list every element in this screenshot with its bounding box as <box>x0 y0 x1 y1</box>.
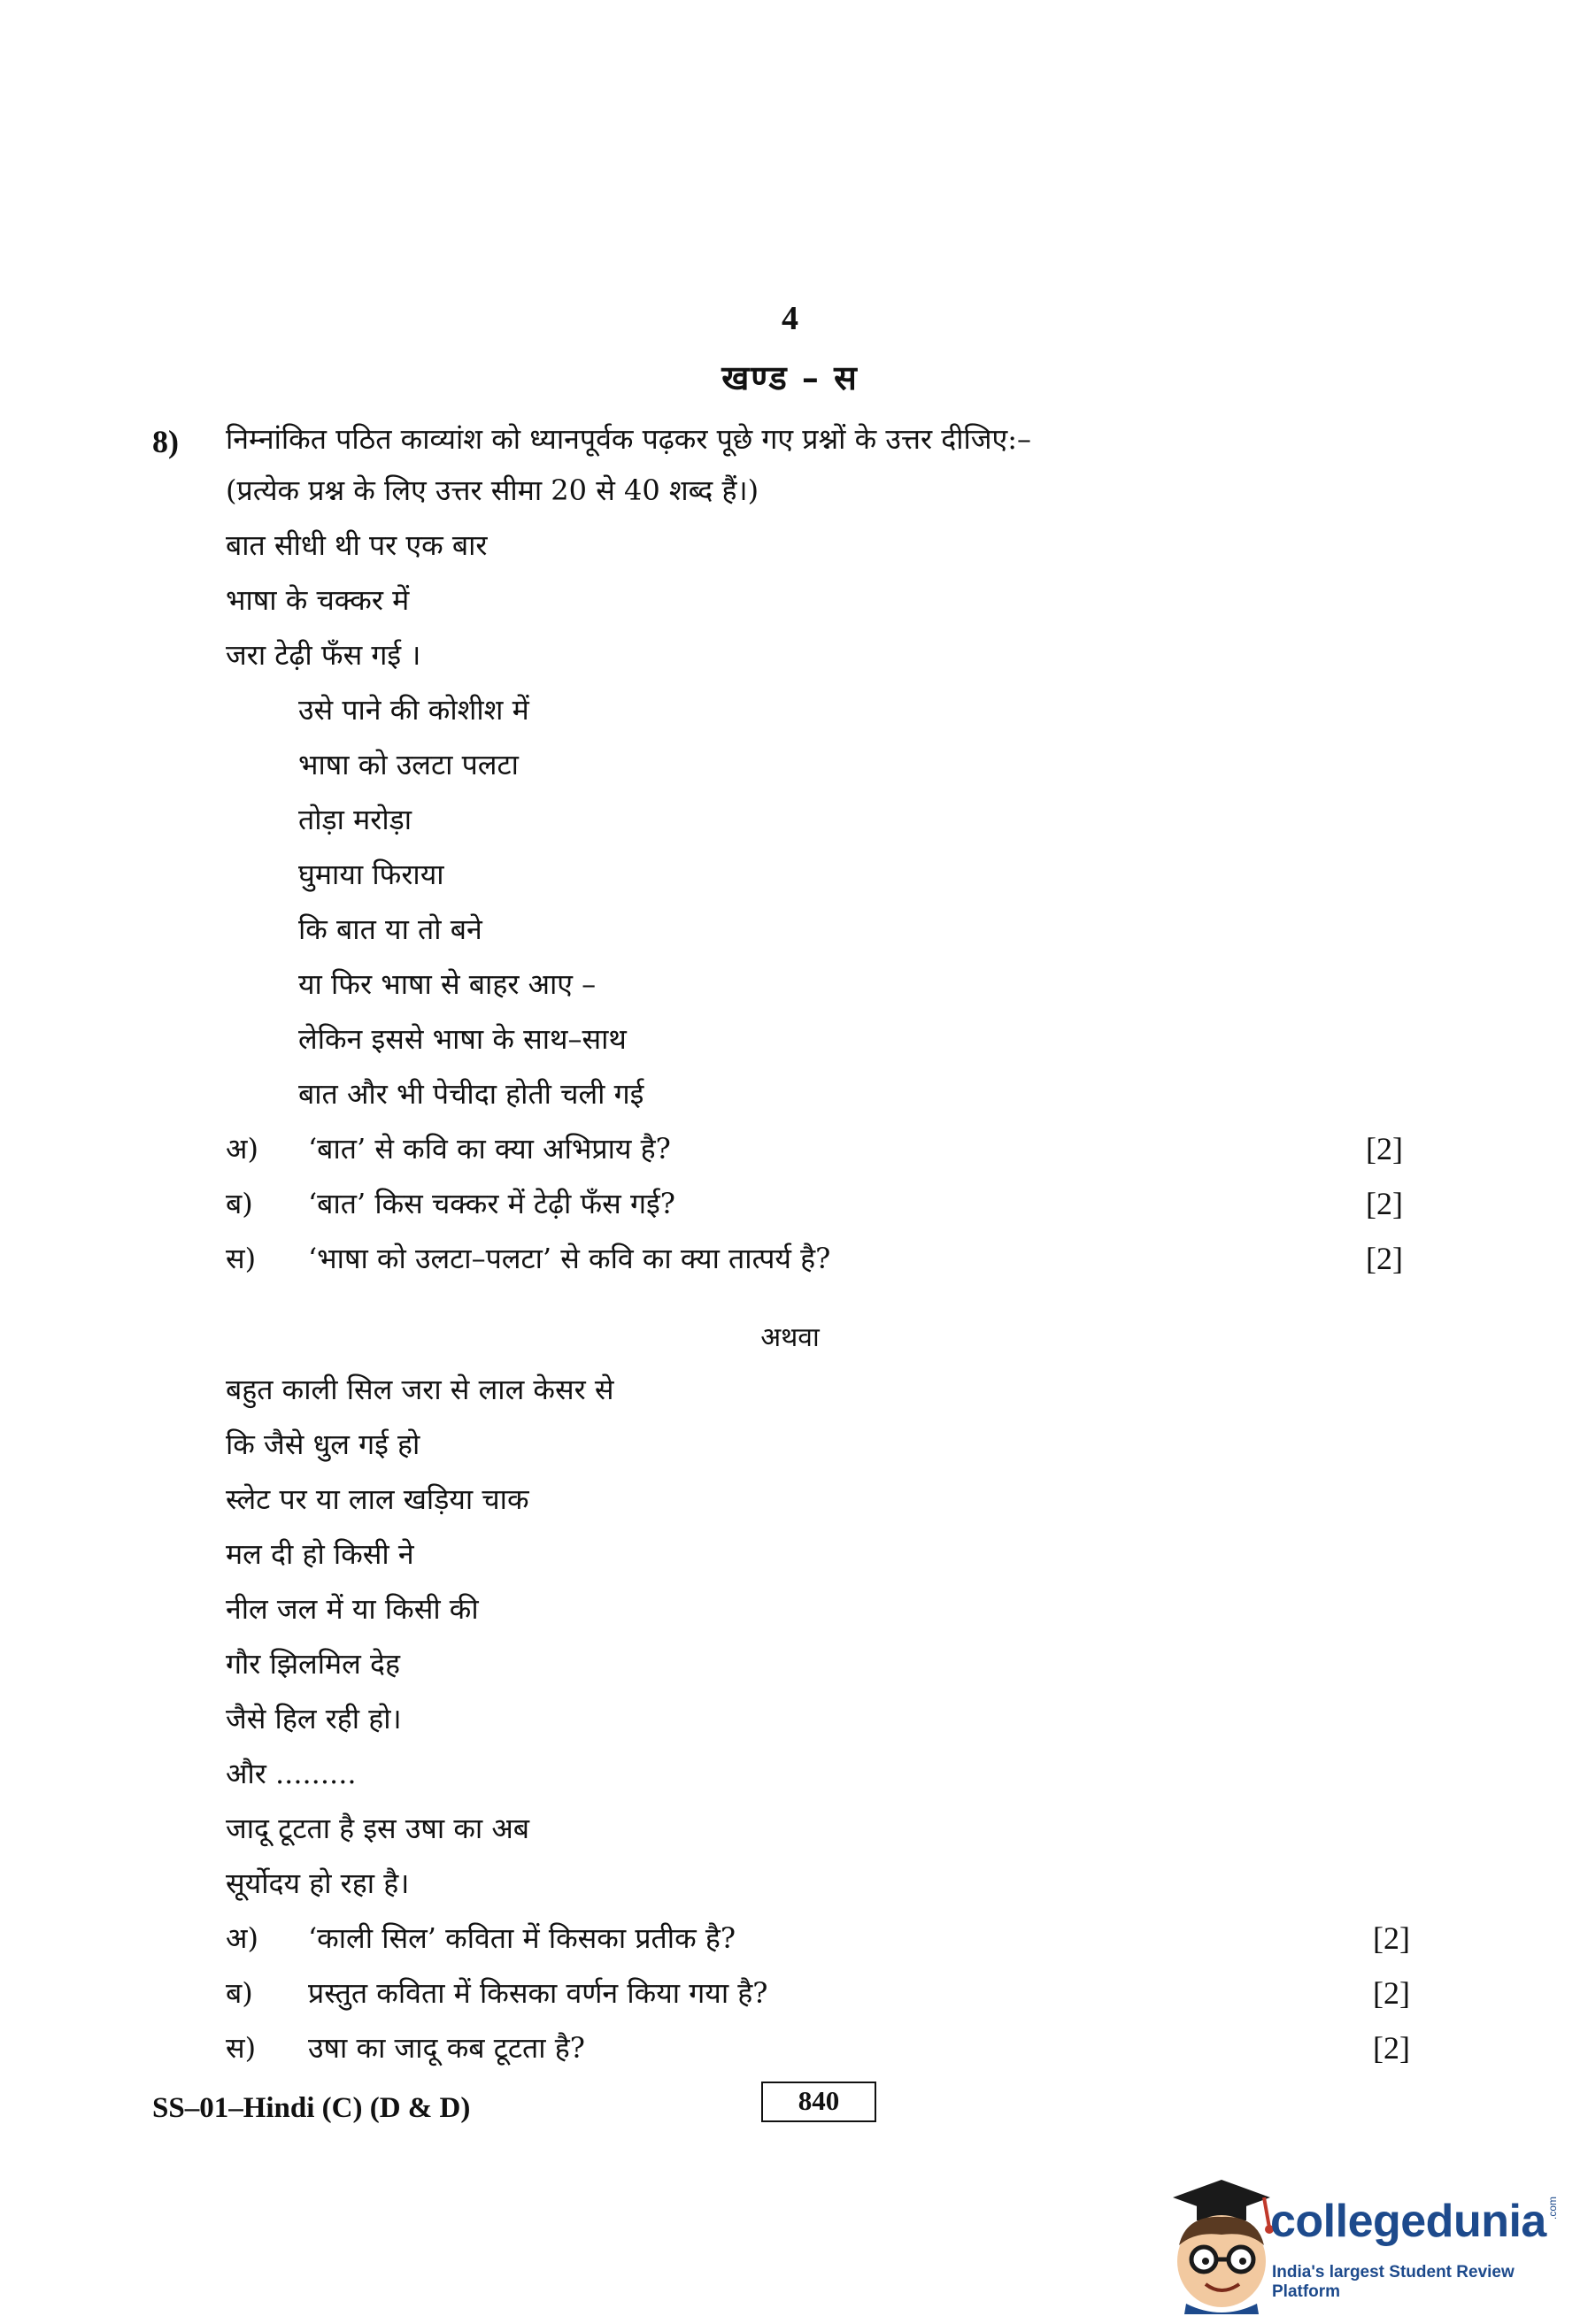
or-separator: अथवा <box>760 1322 820 1353</box>
poem1-question-label: ब) <box>226 1187 253 1220</box>
poem1-line: बात सीधी थी पर एक बार <box>226 528 488 562</box>
marks-label: [2] <box>1373 1920 1410 1956</box>
poem2-line: नील जल में या किसी की <box>226 1592 479 1626</box>
paper-box-number: 840 <box>761 2082 876 2122</box>
poem2-line: कि जैसे धुल गई हो <box>226 1427 420 1461</box>
poem1-indented-line: कि बात या तो बने <box>298 912 482 946</box>
page-number: 4 <box>782 300 798 337</box>
poem2-line: गौर झिलमिल देह <box>226 1647 401 1681</box>
poem1-line: भाषा के चक्कर में <box>226 583 410 617</box>
poem1-question-label: अ) <box>226 1132 258 1166</box>
poem1-question-text: ‘बात’ किस चक्कर में टेढ़ी फँस गई? <box>308 1187 675 1220</box>
poem1-indented-line: लेकिन इससे भाषा के साथ–साथ <box>298 1022 627 1056</box>
poem1-line: जरा टेढ़ी फँस गई । <box>226 638 421 672</box>
poem2-line: सूर्योदय हो रहा है। <box>226 1866 410 1900</box>
poem1-indented-line: तोड़ा मरोड़ा <box>298 803 412 836</box>
word-limit-note: (प्रत्येक प्रश्न के लिए उत्तर सीमा 20 से 40 शब्द हैं।) <box>226 473 759 507</box>
poem1-question-text: ‘भाषा को उलटा–पलटा’ से कवि का क्या तात्पर्य है? <box>308 1242 831 1275</box>
poem1-indented-line: घुमाया फिराया <box>298 858 444 891</box>
question-instruction: निम्नांकित पठित काव्यांश को ध्यानपूर्वक पढ़कर पूछे गए प्रश्नों के उत्तर दीजिए:– <box>226 422 1032 456</box>
poem2-line: बहुत काली सिल जरा से लाल केसर से <box>226 1373 614 1406</box>
poem1-indented-line: बात और भी पेचीदा होती चली गई <box>298 1077 644 1111</box>
paper-code: SS–01–Hindi (C) (D & D) <box>152 2092 471 2124</box>
poem2-question-text: उषा का जादू कब टूटता है? <box>308 2031 585 2065</box>
poem2-question-text: ‘काली सिल’ कविता में किसका प्रतीक है? <box>308 1921 736 1955</box>
poem2-line: जादू टूटता है इस उषा का अब <box>226 1812 530 1845</box>
marks-label: [2] <box>1373 1975 1410 2011</box>
watermark-brand: collegedunia <box>1270 2196 1546 2247</box>
poem2-question-label: अ) <box>226 1921 258 1955</box>
poem1-indented-line: या फिर भाषा से बाहर आए – <box>298 967 597 1001</box>
poem1-question-text: ‘बात’ से कवि का क्या अभिप्राय है? <box>308 1132 671 1166</box>
marks-label: [2] <box>1373 2030 1410 2066</box>
marks-label: [2] <box>1366 1241 1403 1276</box>
poem1-indented-line: भाषा को उलटा पलटा <box>298 748 519 781</box>
poem2-line: जैसे हिल रही हो। <box>226 1702 402 1735</box>
poem1-question-label: स) <box>226 1242 257 1275</box>
watermark-tagline: India's largest Student Review Platform <box>1272 2263 1514 2301</box>
poem2-question-text: प्रस्तुत कविता में किसका वर्णन किया गया है? <box>308 1976 768 2010</box>
poem2-question-label: स) <box>226 2031 257 2065</box>
marks-label: [2] <box>1366 1186 1403 1221</box>
poem2-line: और ......... <box>226 1757 357 1790</box>
poem2-question-label: ब) <box>226 1976 253 2010</box>
poem1-indented-line: उसे पाने की कोशीश में <box>298 693 529 727</box>
watermark-tld: .com <box>1546 2196 1559 2220</box>
question-number: 8) <box>152 424 179 459</box>
section-title: खण्ड – स <box>721 358 859 397</box>
marks-label: [2] <box>1366 1131 1403 1166</box>
poem2-line: मल दी हो किसी ने <box>226 1537 414 1571</box>
poem2-line: स्लेट पर या लाल खड़िया चाक <box>226 1482 529 1516</box>
